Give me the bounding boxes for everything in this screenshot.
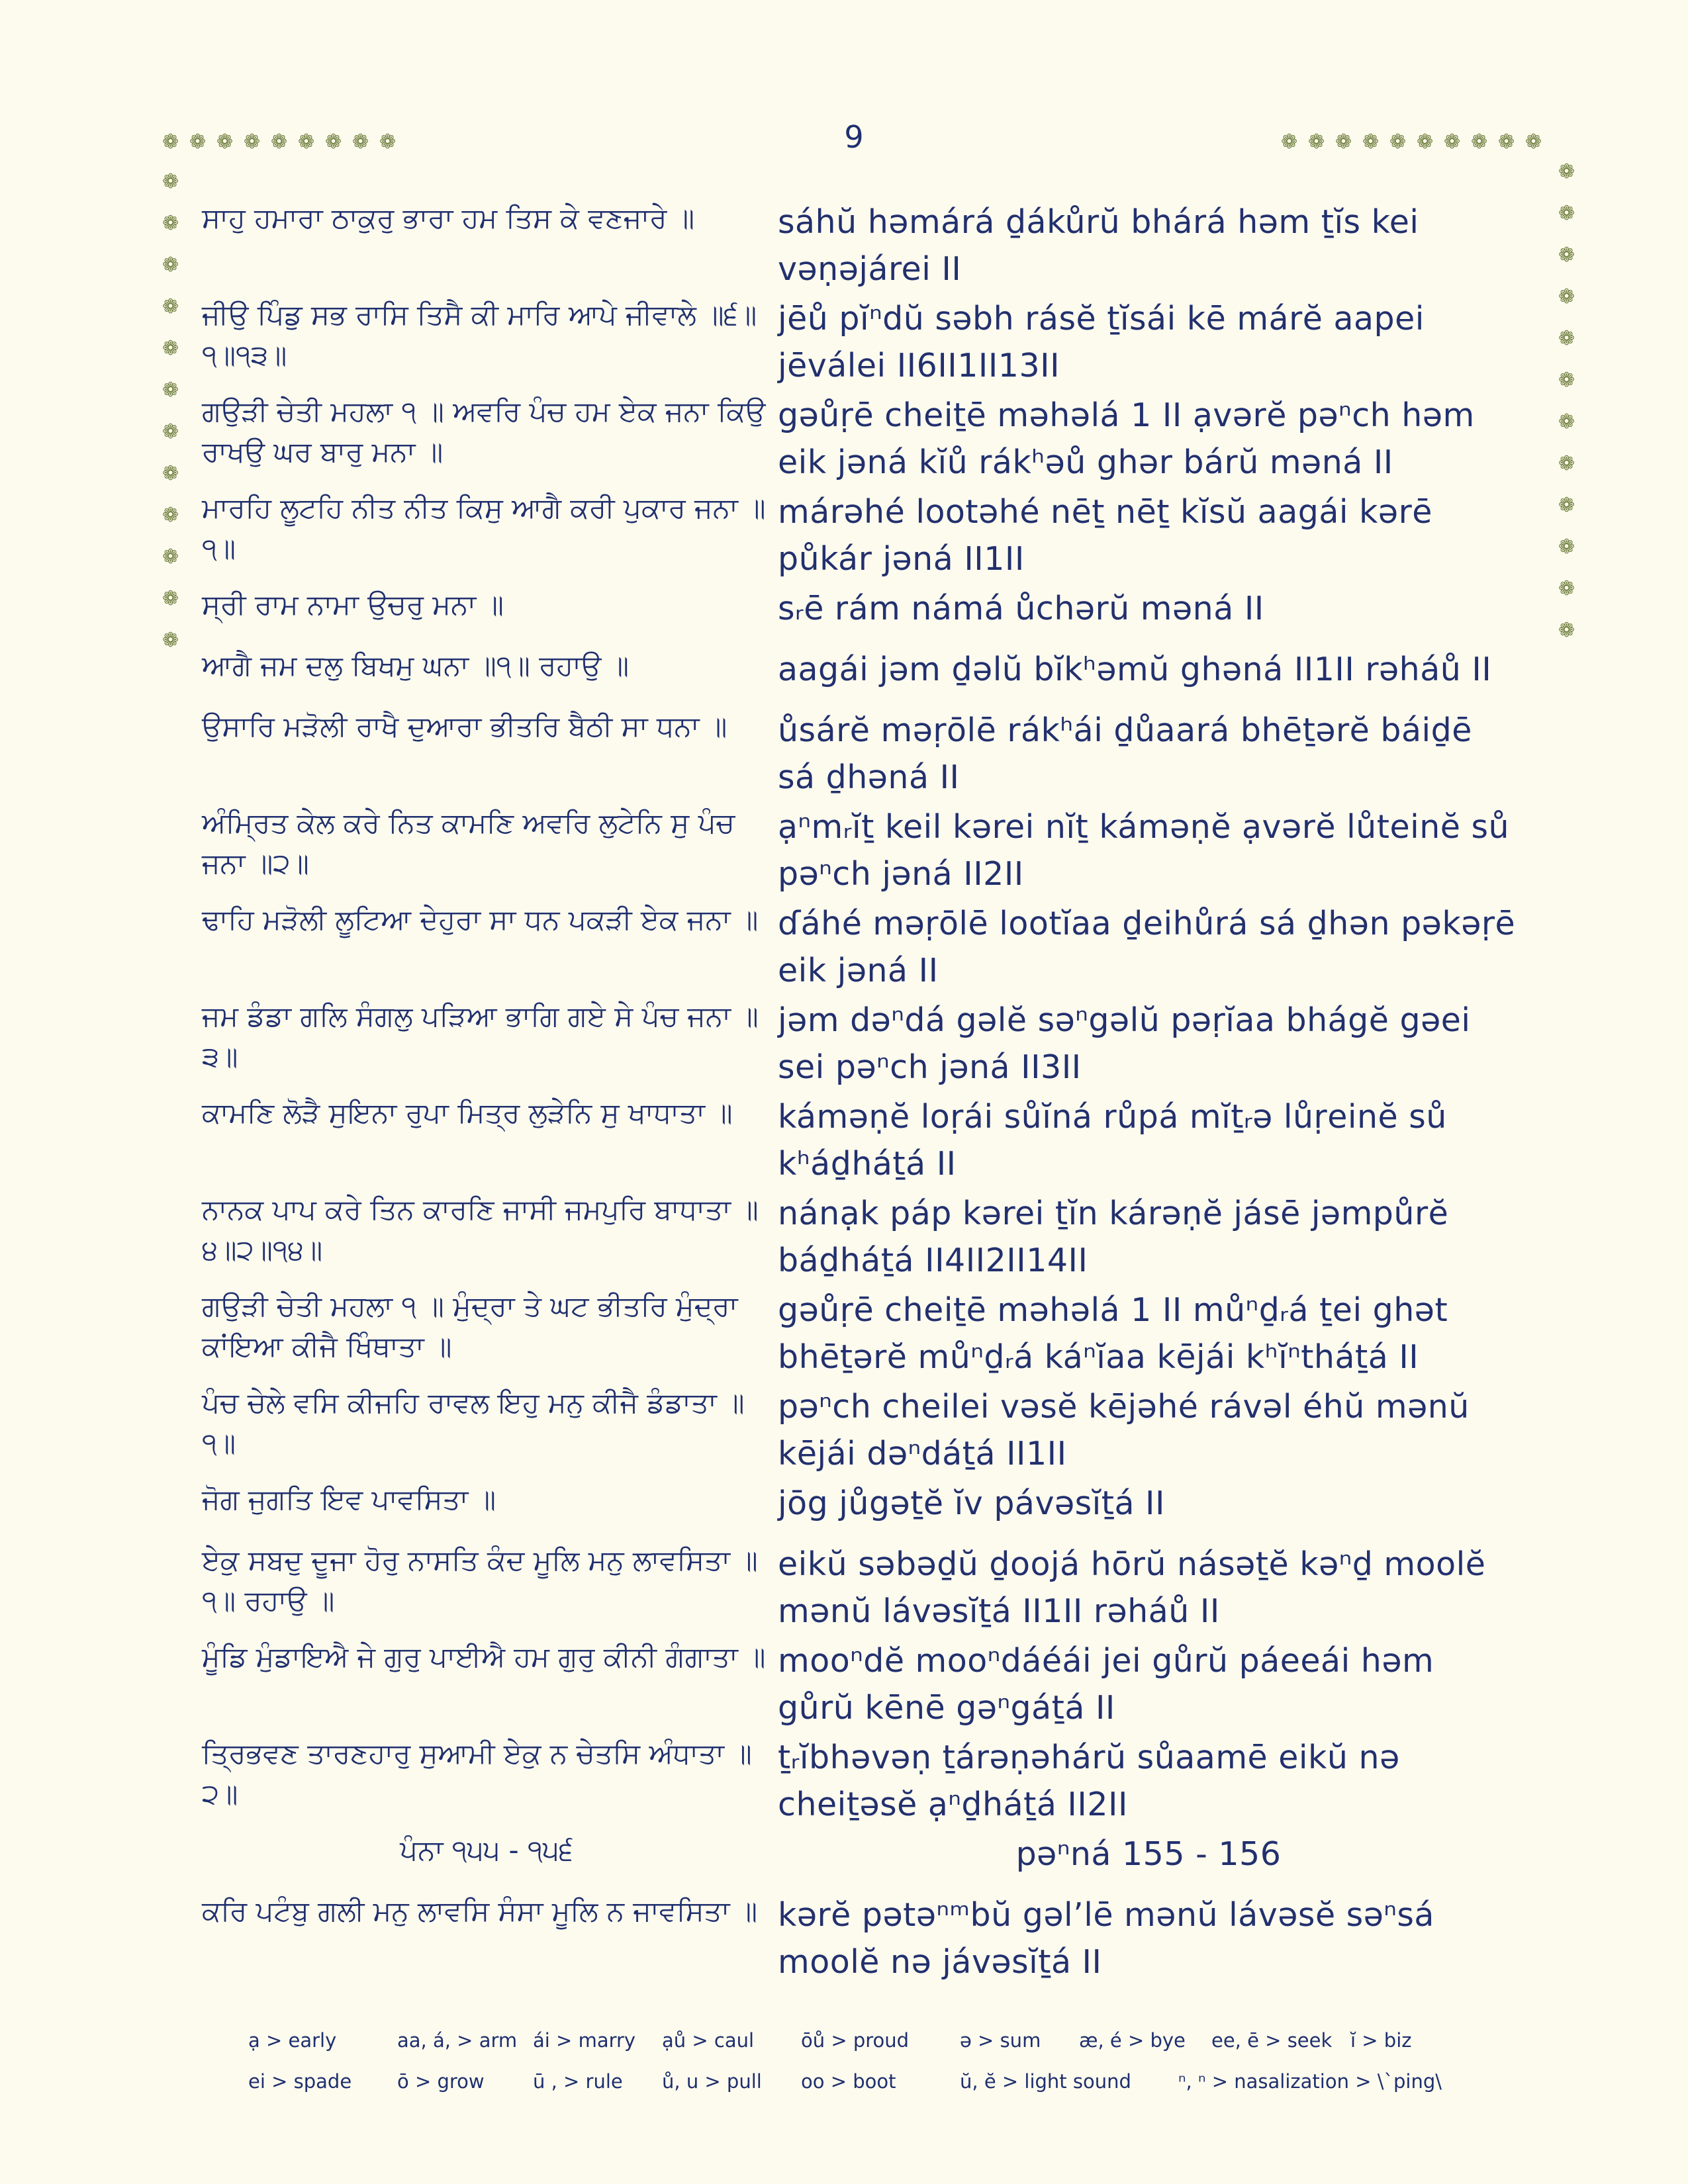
flower-icon: ❁ [1558, 410, 1575, 433]
verse-row [202, 199, 1519, 295]
transliteration-text: pəⁿná 155 - 156 [1015, 1835, 1282, 1873]
verse-row [202, 392, 1519, 488]
flower-icon: ❁ [1471, 130, 1488, 154]
transliteration-text: jōg jůgəṯĕ ĭv pávəsĭṯá II [778, 1484, 1165, 1522]
gurmukhi-text: ਅੰਮ੍ਰਿਤ ਕੇਲ ਕਰੇ ਨਿਤ ਕਾਮਣਿ ਅਵਰਿ ਲੁਟੇਨਿ ਸੁ ਪੰਚ ਜਨਾ ॥੨॥ [202, 807, 735, 880]
verse-row [202, 1190, 1519, 1287]
flower-icon: ❁ [1558, 202, 1575, 225]
transliteration-text: eikŭ səbəḏŭ ḏoojá hōrŭ násəṯĕ kəⁿḏ moolĕ mənŭ lávəsĭṯá II1II rəháů II [778, 1545, 1486, 1631]
transliteration-text: márəhé lootəhé nēṯ nēṯ kĭsŭ aagái kərē půkár jəná II1II [778, 493, 1432, 578]
transliteration-text: jēů pĭⁿdŭ səbh rásĕ ṯĭsái kē márĕ aapei jēválei II6II1II13II [778, 300, 1425, 385]
flower-icon: ❁ [1308, 130, 1325, 154]
verse-row [202, 585, 1519, 646]
flower-icon: ❁ [162, 295, 179, 318]
transliteration-text: aagái jəm ḏəlŭ bĭkʰəmŭ ghəná II1II rəháů II [778, 651, 1492, 688]
transliteration-text: sáhŭ həmárá ḏákůrŭ bhárá həm ṯĭs kei vəṇəjárei II [778, 203, 1419, 289]
flower-icon: ❁ [189, 130, 207, 154]
flower-icon: ❁ [162, 253, 179, 277]
flower-icon: ❁ [162, 504, 179, 527]
flower-icon: ❁ [1417, 130, 1434, 154]
flower-icon: ❁ [1558, 535, 1575, 559]
flower-icon: ❁ [379, 130, 397, 154]
flower-icon: ❁ [216, 130, 234, 154]
verse-row [202, 803, 1519, 900]
transliteration-text: ůsárĕ məṛōlē rákʰái ḏůaará bhēṯərĕ báiḏē sá ḏhəná II [778, 711, 1472, 797]
flower-icon: ❁ [1558, 619, 1575, 642]
transliteration-text: nánạk páp kərei ṯĭn kárəṇĕ jásē jəmpůrĕ báḏháṯá II4II2II14II [778, 1195, 1449, 1280]
flower-icon: ❁ [1558, 494, 1575, 517]
flower-icon: ❁ [162, 337, 179, 360]
legend-item: ái > marry [533, 2029, 636, 2052]
flower-icon: ❁ [1558, 160, 1575, 183]
verse-row [202, 1480, 1519, 1541]
gurmukhi-text: ਉਸਾਰਿ ਮੜੋਲੀ ਰਾਖੈ ਦੁਆਰਾ ਭੀਤਰਿ ਬੈਠੀ ਸਾ ਧਨਾ ॥ [202, 710, 727, 743]
flower-icon: ❁ [162, 587, 179, 610]
legend-item: ū , > rule [533, 2070, 623, 2093]
verse-row [202, 1383, 1519, 1480]
page-number: 9 [844, 119, 864, 155]
legend-item: ạ > early [248, 2029, 337, 2052]
legend-item: aa, á, > arm [397, 2029, 518, 2052]
verse-row [202, 707, 1519, 803]
flower-icon: ❁ [352, 130, 369, 154]
gurmukhi-text: ਜੀਉ ਪਿੰਡੁ ਸਭ ਰਾਸਿ ਤਿਸੈ ਕੀ ਮਾਰਿ ਆਪੇ ਜੀਵਾਲੇ ॥੬॥੧॥੧੩॥ [202, 298, 757, 371]
flower-icon: ❁ [1558, 369, 1575, 392]
flower-icon: ❁ [1525, 130, 1542, 154]
pronunciation-legend [248, 2029, 1506, 2111]
flower-icon: ❁ [1389, 130, 1407, 154]
legend-item: ee, ē > seek [1211, 2029, 1333, 2052]
verse-row [202, 1637, 1519, 1734]
gurmukhi-text: ਕਰਿ ਪਟੰਬੁ ਗਲੀ ਮਨੁ ਲਾਵਸਿ ਸੰਸਾ ਮੂਲਿ ਨ ਜਾਵਸਿਤਾ ॥ [202, 1895, 758, 1927]
flower-icon: ❁ [162, 545, 179, 569]
legend-item: æ, é > bye [1079, 2029, 1186, 2052]
gurmukhi-text: ਆਗੈ ਜਮ ਦਲੁ ਬਿਖਮੁ ਘਨਾ ॥੧॥ ਰਹਾਉ ॥ [202, 649, 630, 682]
gurmukhi-text: ਪੰਨਾ ੧੫੫ - ੧੫੬ [400, 1834, 573, 1866]
flower-icon: ❁ [162, 420, 179, 443]
flower-icon: ❁ [1281, 130, 1298, 154]
verse-row [202, 295, 1519, 392]
transliteration-text: káməṇĕ loṛái sůĭná růpá mĭṯᵣə lůṛeinĕ sů kʰáḏháṯá II [778, 1098, 1447, 1183]
verse-row [202, 1287, 1519, 1383]
flower-icon: ❁ [244, 130, 261, 154]
gurmukhi-text: ਢਾਹਿ ਮੜੋਲੀ ਲੂਟਿਆ ਦੇਹੁਰਾ ਸਾ ਧਨ ਪਕੜੀ ਏਕ ਜਨਾ ॥ [202, 903, 759, 936]
flower-icon: ❁ [1558, 577, 1575, 600]
transliteration-text: sᵣē rám námá ůchərŭ məná II [778, 590, 1264, 627]
page-range-heading [202, 1831, 1519, 1891]
verse-row [202, 1734, 1519, 1831]
legend-item: ⁿ, ⁿ > nasalization > \`ping\ [1178, 2070, 1442, 2093]
transliteration-text: ṯᵣĭbhəvəṇ ṯárəṇəhárŭ sůaamē eikŭ nə cheiṯəsĕ ạⁿḏháṯá II2II [778, 1739, 1400, 1824]
legend-item: ạů > caul [662, 2029, 755, 2052]
transliteration-text: mooⁿdĕ mooⁿdáéái jei gůrŭ páeeái həm gůrŭ kēnē gəⁿgáṯá II [778, 1642, 1434, 1727]
legend-item: ŭ, ĕ > light sound [960, 2070, 1131, 2093]
verse-row [202, 646, 1519, 707]
legend-item: ōů > proud [801, 2029, 910, 2052]
transliteration-text: kərĕ pətəⁿᵐbŭ gəl’lē mənŭ lávəsĕ səⁿsá moolĕ nə jávəsĭṯá II [778, 1896, 1434, 1981]
flower-icon: ❁ [162, 379, 179, 402]
flower-icon: ❁ [162, 130, 179, 154]
gurmukhi-text: ਗਉੜੀ ਚੇਤੀ ਮਹਲਾ ੧ ॥ ਅਵਰਿ ਪੰਚ ਹਮ ਏਕ ਜਨਾ ਕਿਉ ਰਾਖਉ ਘਰ ਬਾਰੁ ਮਨਾ ॥ [202, 395, 766, 468]
verse-row [202, 900, 1519, 997]
scripture-lines [202, 199, 1519, 1981]
gurmukhi-text: ਸਾਹੁ ਹਮਾਰਾ ਠਾਕੁਰੁ ਭਾਰਾ ਹਮ ਤਿਸ ਕੇ ਵਣਜਾਰੇ ॥ [202, 202, 695, 234]
gurmukhi-text: ਕਾਮਣਿ ਲੋੜੈ ਸੁਇਨਾ ਰੁਪਾ ਮਿਤ੍ਰ ਲੁੜੇਨਿ ਸੁ ਖਾਧਾਤਾ ॥ [202, 1097, 733, 1129]
transliteration-text: gəůṛē cheiṯē məhəlá 1 II ạvərĕ pəⁿch həm eik jəná kĭů rákʰəů ghər bárŭ məná II [778, 396, 1475, 482]
transliteration-text: gəůṛē cheiṯē məhəlá 1 II můⁿḏᵣá ṯei ghət bhēṯərĕ můⁿḏᵣá káⁿĭaa kējái kʰĭⁿtháṯá II [778, 1291, 1448, 1377]
flower-icon: ❁ [1558, 327, 1575, 350]
transliteration-text: ɗáhé məṛōlē lootĭaa ḏeihůrá sá ḏhən pəkəṛē eik jəná II [778, 905, 1516, 990]
legend-item: ə > sum [960, 2029, 1041, 2052]
verse-row [202, 997, 1519, 1093]
verse-row [202, 1541, 1519, 1637]
legend-row [248, 2029, 1506, 2070]
gurmukhi-text: ਸ੍ਰੀ ਰਾਮ ਨਾਮਾ ਉਚਰੁ ਮਨਾ ॥ [202, 588, 504, 621]
flower-icon: ❁ [1335, 130, 1352, 154]
legend-item: ei > spade [248, 2070, 352, 2093]
gurmukhi-text: ਗਉੜੀ ਚੇਤੀ ਮਹਲਾ ੧ ॥ ਮੁੰਦ੍ਰਾ ਤੇ ਘਟ ਭੀਤਰਿ ਮੁੰਦ੍ਰਾ ਕਾਂਇਆ ਕੀਜੈ ਖਿੰਥਾਤਾ ॥ [202, 1290, 738, 1363]
gurmukhi-text: ਜਮ ਡੰਡਾ ਗਲਿ ਸੰਗਲੁ ਪੜਿਆ ਭਾਗਿ ਗਏ ਸੇ ਪੰਚ ਜਨਾ ॥੩॥ [202, 1000, 759, 1073]
flower-icon: ❁ [1558, 285, 1575, 308]
verse-row [202, 1891, 1519, 1981]
flower-icon: ❁ [298, 130, 315, 154]
gurmukhi-text: ਮੂੰਡਿ ਮੁੰਡਾਇਐ ਜੇ ਗੁਰੁ ਪਾਈਐ ਹਮ ਗੁਰੁ ਕੀਨੀ ਗੰਗਾਤਾ ॥ [202, 1641, 766, 1673]
verse-row [202, 1093, 1519, 1190]
flower-icon: ❁ [1362, 130, 1380, 154]
flower-icon: ❁ [271, 130, 288, 154]
flower-icon: ❁ [1498, 130, 1515, 154]
legend-item: ō > grow [397, 2070, 485, 2093]
gurmukhi-text: ਨਾਨਕ ਪਾਪ ਕਰੇ ਤਿਨ ਕਾਰਣਿ ਜਾਸੀ ਜਮਪੁਰਿ ਬਾਧਾਤਾ ॥੪॥੨॥੧੪॥ [202, 1193, 759, 1266]
gurmukhi-text: ਏਕੁ ਸਬਦੁ ਦੂਜਾ ਹੋਰੁ ਨਾਸਤਿ ਕੰਦ ਮੂਲਿ ਮਨੁ ਲਾਵਸਿਤਾ ॥੧॥ ਰਹਾਉ ॥ [202, 1544, 758, 1617]
gurmukhi-text: ਤ੍ਰਿਭਵਣ ਤਾਰਣਹਾਰੁ ਸੁਆਮੀ ਏਕੁ ਨ ਚੇਤਸਿ ਅੰਧਾਤਾ ॥੨॥ [202, 1737, 752, 1810]
transliteration-text: ạⁿmᵣĭṯ keil kərei nĭṯ káməṇĕ ạvərĕ lůteinĕ sů pəⁿch jəná II2II [778, 808, 1510, 893]
flower-icon: ❁ [1558, 244, 1575, 267]
flower-icon: ❁ [162, 462, 179, 485]
legend-item: oo > boot [801, 2070, 896, 2093]
flower-icon: ❁ [162, 170, 179, 193]
verse-row [202, 488, 1519, 585]
legend-row [248, 2070, 1506, 2111]
transliteration-text: pəⁿch cheilei vəsĕ kējəhé rávəl éhŭ mənŭ kējái dəⁿdáṯá II1II [778, 1388, 1470, 1473]
flower-icon: ❁ [1558, 452, 1575, 475]
legend-item: ů, u > pull [662, 2070, 762, 2093]
gurmukhi-text: ਜੋਗ ਜੁਗਤਿ ਇਵ ਪਾਵਸਿਤਾ ॥ [202, 1483, 496, 1516]
transliteration-text: jəm dəⁿdá gəlĕ səⁿgəlŭ pəṛĭaa bhágĕ gəei sei pəⁿch jəná II3II [778, 1001, 1471, 1087]
gurmukhi-text: ਪੰਚ ਚੇਲੇ ਵਸਿ ਕੀਜਹਿ ਰਾਵਲ ਇਹੁ ਮਨੁ ਕੀਜੈ ਡੰਡਾਤਾ ॥੧॥ [202, 1387, 745, 1459]
flower-icon: ❁ [1444, 130, 1461, 154]
gurmukhi-text: ਮਾਰਹਿ ਲੂਟਹਿ ਨੀਤ ਨੀਤ ਕਿਸੁ ਆਗੈ ਕਰੀ ਪੁਕਾਰ ਜਨਾ ॥੧॥ [202, 492, 766, 565]
legend-item: ĭ > biz [1350, 2029, 1412, 2052]
flower-icon: ❁ [162, 629, 179, 652]
flower-icon: ❁ [325, 130, 342, 154]
flower-icon: ❁ [162, 212, 179, 235]
